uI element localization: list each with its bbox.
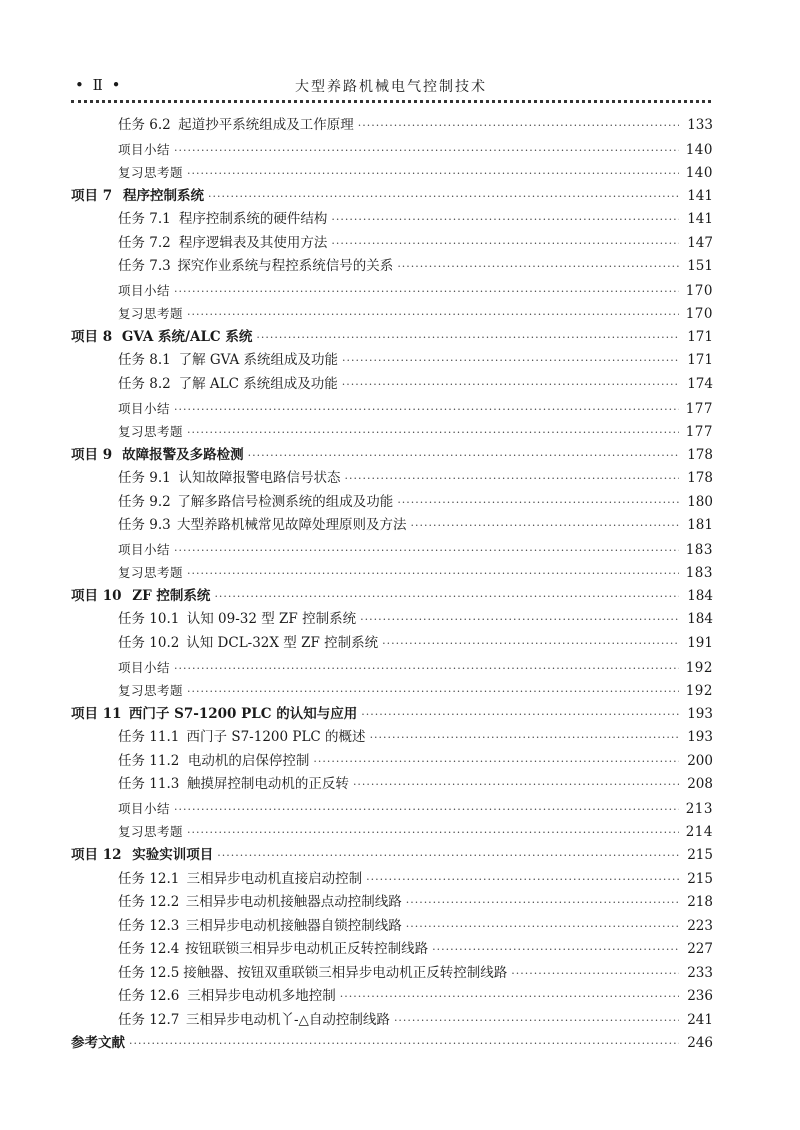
toc-task-entry	[71, 373, 713, 397]
toc-entry-number: 任务 9.2	[118, 493, 171, 510]
header-divider	[71, 100, 711, 103]
toc-page-number: 151	[687, 258, 713, 275]
toc-chapter-entry	[71, 703, 713, 727]
toc-entry-title: 参考文献	[71, 1035, 125, 1052]
toc-page-number: 171	[687, 328, 713, 345]
toc-entry-number: 任务 12.5	[118, 964, 180, 981]
toc-page-number: 180	[687, 493, 713, 510]
toc-page-number: 141	[687, 211, 713, 228]
dot-leader	[366, 868, 679, 892]
toc-entry-number: 任务 11.1	[118, 729, 180, 746]
toc-chapter-entry	[71, 185, 713, 209]
toc-entry-title: 程序逻辑表及其使用方法	[178, 234, 328, 251]
toc-entry-number: 任务 10.1	[118, 611, 180, 628]
toc-page-number: 236	[687, 988, 713, 1005]
dot-leader	[342, 349, 679, 373]
toc-entry-title: 电动机的启保停控制	[187, 752, 310, 769]
toc-page-number: 214	[685, 824, 713, 841]
toc-page-number: 218	[687, 894, 713, 911]
toc-page-number: 200	[687, 752, 713, 769]
toc-task-entry	[71, 938, 713, 962]
dot-leader	[331, 208, 679, 232]
toc-page-number: 193	[687, 729, 713, 746]
book-title: 大型养路机械电气控制技术	[295, 79, 487, 95]
toc-page-number: 171	[687, 352, 713, 369]
toc-page-number: 208	[687, 776, 713, 793]
toc-page-number: 133	[687, 117, 713, 133]
toc-entry-number: 项目 7	[71, 187, 113, 204]
toc-task-entry	[71, 514, 713, 538]
toc-page-number: 178	[687, 470, 713, 487]
toc-task-entry	[71, 491, 713, 515]
toc-chapter-entry	[71, 585, 713, 609]
toc-page-number: 140	[685, 165, 713, 182]
toc-entry-number: 任务 7.2	[118, 234, 171, 251]
toc-entry-number: 项目 12	[71, 846, 122, 863]
dot-leader	[187, 680, 679, 704]
dot-leader	[174, 539, 679, 563]
dot-leader	[174, 139, 679, 163]
toc-entry-title: 复习思考题	[118, 683, 184, 699]
dot-leader	[174, 798, 679, 822]
toc-task-entry	[71, 915, 713, 939]
toc-entry-number: 任务 12.1	[118, 870, 180, 887]
toc-entry-title: 程序控制系统	[123, 187, 205, 204]
dot-leader	[411, 514, 680, 538]
toc-task-entry	[71, 868, 713, 892]
toc-sub-entry	[71, 138, 713, 162]
dot-leader	[256, 326, 679, 350]
toc-entry-number: 项目 10	[71, 587, 122, 604]
toc-task-entry	[71, 232, 713, 256]
toc-entry-title: 程序控制系统的硬件结构	[178, 211, 328, 228]
toc-sub-entry	[71, 656, 713, 680]
dot-leader	[129, 1032, 679, 1056]
page-header	[71, 72, 711, 100]
toc-entry-number: 任务 7.3	[118, 258, 171, 275]
toc-task-entry	[71, 632, 713, 656]
toc-task-entry	[71, 255, 713, 279]
toc-page-number: 227	[687, 941, 713, 958]
dot-leader	[382, 632, 679, 656]
toc-entry-title: 起道抄平系统组成及工作原理	[178, 117, 354, 133]
dot-leader	[345, 467, 679, 491]
toc-task-entry	[71, 891, 713, 915]
toc-task-entry	[71, 608, 713, 632]
toc-entry-title: 复习思考题	[118, 824, 184, 840]
toc-entry-number: 项目 11	[71, 705, 122, 722]
dot-leader	[360, 608, 679, 632]
toc-entry-title: 故障报警及多路检测	[122, 446, 244, 463]
toc-page-number: 174	[687, 376, 713, 393]
dot-leader	[340, 985, 679, 1009]
toc-entry-number: 任务 11.3	[118, 776, 180, 793]
toc-sub-entry	[71, 561, 713, 585]
toc-entry-number: 任务 12.6	[118, 988, 180, 1005]
dot-leader	[406, 891, 679, 915]
toc-page-number: 246	[687, 1035, 713, 1052]
dot-leader	[174, 657, 679, 681]
toc-entry-number: 任务 12.7	[118, 1011, 180, 1028]
dot-leader	[406, 915, 679, 939]
toc-chapter-entry	[71, 1032, 713, 1056]
toc-entry-title: 复习思考题	[118, 306, 184, 322]
toc-task-entry	[71, 467, 713, 491]
toc-page-number: 215	[687, 846, 713, 863]
toc-sub-entry	[71, 397, 713, 421]
toc-task-entry	[71, 962, 713, 986]
toc-sub-entry	[71, 538, 713, 562]
toc-sub-entry	[71, 679, 713, 703]
toc-page-number: 233	[687, 964, 713, 981]
toc-entry-title: 按钮联锁三相异步电动机正反转控制线路	[185, 941, 429, 958]
toc-page-number: 183	[685, 541, 713, 558]
dot-leader	[353, 773, 679, 797]
dot-leader	[217, 844, 679, 868]
toc-page-number: 170	[685, 282, 713, 299]
toc-entry-title: ZF 控制系统	[132, 587, 211, 604]
toc-task-entry	[71, 750, 713, 774]
toc-page-number: 183	[685, 565, 713, 582]
dot-leader	[248, 444, 679, 468]
toc-entry-title: 大型养路机械常见故障处理原则及方法	[177, 517, 407, 534]
toc-chapter-entry	[71, 326, 713, 350]
toc-entry-number: 任务 12.3	[118, 917, 180, 934]
toc-entry-title: 西门子 S7-1200 PLC 的认知与应用	[128, 705, 358, 722]
toc-entry-title: 复习思考题	[118, 165, 184, 181]
dot-leader	[187, 421, 679, 445]
toc-entry-number: 任务 8.2	[118, 376, 171, 393]
dot-leader	[361, 703, 679, 727]
toc-page-number: 170	[685, 306, 713, 323]
dot-leader	[370, 726, 679, 750]
toc-page-number: 177	[685, 400, 713, 417]
toc-page-number: 184	[687, 611, 713, 628]
dot-leader	[432, 938, 679, 962]
toc-page-number: 178	[687, 446, 713, 463]
toc-entry-title: 了解 ALC 系统组成及功能	[178, 376, 338, 393]
toc-task-entry	[71, 1009, 713, 1033]
dot-leader	[397, 255, 679, 279]
toc-task-entry	[71, 208, 713, 232]
toc-entry-title: 三相异步电动机直接启动控制	[186, 870, 363, 887]
dot-leader	[394, 1009, 679, 1033]
toc-page-number: 192	[685, 659, 713, 676]
dot-leader	[511, 962, 679, 986]
toc-task-entry	[71, 349, 713, 373]
toc-task-entry	[71, 773, 713, 797]
page-number: • Ⅱ •	[75, 76, 123, 94]
dot-leader	[187, 562, 679, 586]
toc-sub-entry	[71, 820, 713, 844]
toc-sub-entry	[71, 279, 713, 303]
toc-entry-title: 项目小结	[118, 141, 171, 157]
toc-entry-title: 三相异步电动机接触器自锁控制线路	[185, 917, 402, 934]
toc-entry-number: 项目 8	[71, 328, 113, 345]
toc-entry-title: 认知故障报警电路信号状态	[178, 470, 341, 487]
toc-page-number: 141	[687, 187, 713, 204]
toc-entry-title: 三相异步电动机多地控制	[187, 988, 336, 1005]
toc-entry-title: 认知 DCL-32X 型 ZF 控制系统	[186, 635, 379, 652]
toc-task-entry	[71, 985, 713, 1009]
dot-leader	[187, 162, 679, 186]
dot-leader	[331, 232, 679, 256]
toc-entry-title: 项目小结	[118, 800, 171, 816]
dot-leader	[208, 185, 679, 209]
toc-entry-number: 任务 9.1	[118, 470, 171, 487]
toc-entry-title: 三相异步电动机丫-△自动控制线路	[185, 1011, 390, 1028]
dot-leader	[397, 491, 679, 515]
table-of-contents	[71, 114, 713, 1056]
toc-entry-title: 了解 GVA 系统组成及功能	[178, 352, 339, 369]
toc-task-entry	[71, 114, 713, 138]
toc-entry-title: 了解多路信号检测系统的组成及功能	[177, 493, 394, 510]
toc-entry-title: 西门子 S7-1200 PLC 的概述	[186, 729, 366, 746]
toc-entry-title: 三相异步电动机接触器点动控制线路	[185, 894, 402, 911]
toc-entry-title: 项目小结	[118, 400, 171, 416]
toc-entry-number: 任务 11.2	[118, 752, 180, 769]
toc-page-number: 191	[687, 635, 713, 652]
toc-page-number: 177	[685, 424, 713, 441]
toc-page-number: 193	[687, 705, 713, 722]
toc-page-number: 241	[687, 1011, 713, 1028]
toc-page-number: 215	[687, 870, 713, 887]
toc-entry-title: 项目小结	[118, 659, 171, 675]
toc-entry-number: 任务 12.4	[118, 941, 180, 958]
dot-leader	[214, 585, 679, 609]
dot-leader	[174, 398, 679, 422]
toc-entry-title: 触摸屏控制电动机的正反转	[186, 776, 349, 793]
dot-leader	[187, 303, 679, 327]
toc-entry-title: 复习思考题	[118, 565, 184, 581]
toc-page-number: 140	[685, 141, 713, 158]
toc-sub-entry	[71, 161, 713, 185]
toc-page-number: 192	[685, 683, 713, 700]
toc-entry-title: 接触器、按钮双重联锁三相异步电动机正反转控制线路	[183, 964, 508, 981]
toc-entry-number: 任务 10.2	[118, 635, 180, 652]
dot-leader	[187, 821, 679, 845]
toc-page-number: 213	[685, 800, 713, 817]
toc-entry-number: 任务 6.2	[118, 117, 171, 133]
toc-chapter-entry	[71, 444, 713, 468]
toc-entry-title: 探究作业系统与程控系统信号的关系	[177, 258, 394, 275]
toc-entry-title: 项目小结	[118, 541, 171, 557]
toc-page-number: 181	[687, 517, 713, 534]
toc-entry-title: 项目小结	[118, 282, 171, 298]
toc-task-entry	[71, 726, 713, 750]
dot-leader	[174, 280, 679, 304]
dot-leader	[358, 114, 679, 138]
toc-entry-title: GVA 系统/ALC 系统	[121, 328, 253, 345]
toc-sub-entry	[71, 797, 713, 821]
toc-page-number: 223	[687, 917, 713, 934]
toc-page-number: 147	[687, 234, 713, 251]
toc-entry-number: 任务 9.3	[118, 517, 171, 534]
dot-leader	[313, 750, 679, 774]
toc-entry-number: 任务 8.1	[118, 352, 171, 369]
toc-page-number: 184	[687, 587, 713, 604]
toc-entry-number: 任务 7.1	[118, 211, 171, 228]
toc-entry-number: 项目 9	[71, 446, 113, 463]
toc-chapter-entry	[71, 844, 713, 868]
toc-entry-number: 任务 12.2	[118, 894, 180, 911]
toc-sub-entry	[71, 302, 713, 326]
dot-leader	[342, 373, 679, 397]
toc-entry-title: 复习思考题	[118, 424, 184, 440]
toc-entry-title: 认知 09-32 型 ZF 控制系统	[186, 611, 357, 628]
toc-entry-title: 实验实训项目	[132, 846, 214, 863]
toc-sub-entry	[71, 420, 713, 444]
